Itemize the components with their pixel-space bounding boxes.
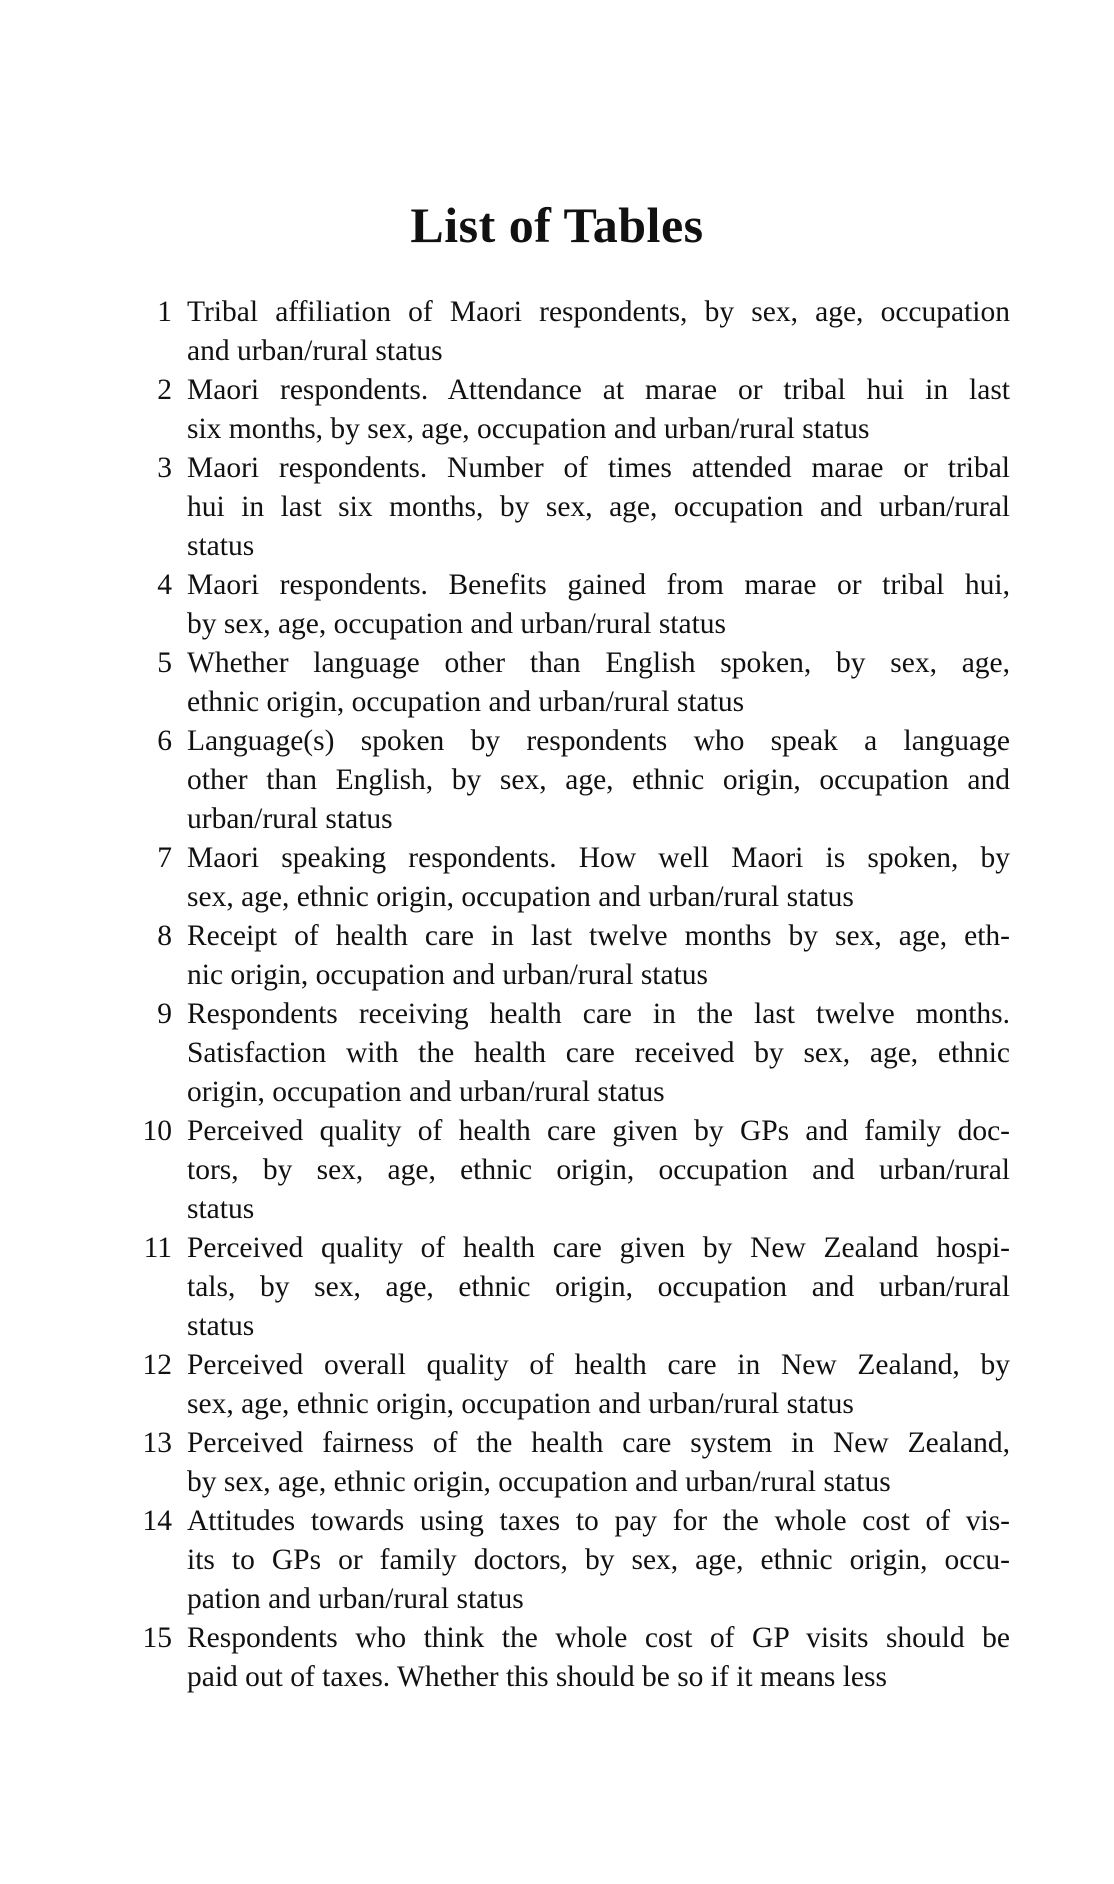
table-caption bbox=[187, 1424, 1010, 1502]
table-number: 13 bbox=[142, 1427, 172, 1459]
table-caption-line: Maori respondents. Number of times attended marae or tribal bbox=[187, 452, 1010, 484]
table-number: 4 bbox=[157, 569, 172, 601]
table-caption bbox=[187, 1346, 1010, 1424]
table-caption-line: Satisfaction with the health care received by sex, age, ethnic bbox=[187, 1037, 1010, 1069]
table-number: 14 bbox=[142, 1505, 172, 1537]
table-list-entry bbox=[126, 1424, 1026, 1502]
table-caption-line: tors, by sex, age, ethnic origin, occupation and urban/rural bbox=[187, 1154, 1010, 1186]
table-list-entry bbox=[126, 1619, 1026, 1697]
table-caption-line: six months, by sex, age, occupation and urban/rural status bbox=[187, 413, 870, 445]
table-caption bbox=[187, 449, 1010, 566]
table-caption-line: paid out of taxes. Whether this should be so if it means less bbox=[187, 1661, 887, 1693]
table-number: 9 bbox=[157, 998, 172, 1030]
table-caption-line: Maori speaking respondents. How well Maori is spoken, by bbox=[187, 842, 1010, 874]
table-caption-line: hui in last six months, by sex, age, occupation and urban/rural bbox=[187, 491, 1010, 523]
table-caption-line: urban/rural status bbox=[187, 803, 393, 835]
table-list-entry bbox=[126, 839, 1026, 917]
table-caption-line: nic origin, occupation and urban/rural status bbox=[187, 959, 709, 991]
table-caption bbox=[187, 1229, 1010, 1346]
table-number: 6 bbox=[157, 725, 172, 757]
table-caption-line: origin, occupation and urban/rural status bbox=[187, 1076, 665, 1108]
table-number: 15 bbox=[142, 1622, 172, 1654]
table-caption-line: Whether language other than English spoken, by sex, age, bbox=[187, 647, 1010, 679]
table-number: 5 bbox=[157, 647, 172, 679]
table-caption-line: by sex, age, ethnic origin, occupation and urban/rural status bbox=[187, 1466, 891, 1498]
table-caption-line: Perceived quality of health care given by GPs and family doc- bbox=[187, 1115, 1010, 1147]
table-number: 11 bbox=[143, 1232, 172, 1264]
table-caption bbox=[187, 839, 1010, 917]
table-caption-line: status bbox=[187, 1193, 255, 1225]
table-caption-line: Perceived fairness of the health care system in New Zealand, bbox=[187, 1427, 1010, 1459]
table-number: 3 bbox=[157, 452, 172, 484]
table-caption-line: Maori respondents. Benefits gained from marae or tribal hui, bbox=[187, 569, 1010, 601]
table-list-entry bbox=[126, 1112, 1026, 1229]
table-number: 10 bbox=[142, 1115, 172, 1147]
table-list-entry bbox=[126, 293, 1026, 371]
table-list-entry bbox=[126, 917, 1026, 995]
table-list-entry bbox=[126, 449, 1026, 566]
table-number: 2 bbox=[157, 374, 172, 406]
table-caption-line: status bbox=[187, 530, 255, 562]
table-list-entry bbox=[126, 995, 1026, 1112]
table-list-entry bbox=[126, 644, 1026, 722]
table-caption-line: and urban/rural status bbox=[187, 335, 443, 367]
table-caption bbox=[187, 917, 1010, 995]
table-list-entry bbox=[126, 371, 1026, 449]
table-caption-line: Language(s) spoken by respondents who speak a language bbox=[187, 725, 1010, 757]
table-caption bbox=[187, 1619, 1010, 1697]
table-caption-line: ethnic origin, occupation and urban/rural status bbox=[187, 686, 745, 718]
table-number: 7 bbox=[157, 842, 172, 874]
table-number: 12 bbox=[142, 1349, 172, 1381]
table-caption-line: status bbox=[187, 1310, 255, 1342]
table-caption-line: Respondents who think the whole cost of GP visits should be bbox=[187, 1622, 1010, 1654]
table-caption-line: Perceived quality of health care given by New Zealand hospi- bbox=[187, 1232, 1010, 1264]
table-number: 8 bbox=[157, 920, 172, 952]
table-caption-line: sex, age, ethnic origin, occupation and urban/rural status bbox=[187, 1388, 854, 1420]
table-caption-line: Tribal affiliation of Maori respondents, by sex, age, occupation bbox=[187, 296, 1010, 328]
table-caption bbox=[187, 722, 1010, 839]
table-list-entry bbox=[126, 1502, 1026, 1619]
table-caption bbox=[187, 566, 1010, 644]
table-caption-line: Attitudes towards using taxes to pay for the whole cost of vis- bbox=[187, 1505, 1010, 1537]
table-caption bbox=[187, 995, 1010, 1112]
table-caption-line: by sex, age, occupation and urban/rural status bbox=[187, 608, 727, 640]
table-caption-line: its to GPs or family doctors, by sex, age, ethnic origin, occu- bbox=[187, 1544, 1010, 1576]
table-list-entry bbox=[126, 722, 1026, 839]
table-caption-line: tals, by sex, age, ethnic origin, occupation and urban/rural bbox=[187, 1271, 1010, 1303]
table-list-entry bbox=[126, 1346, 1026, 1424]
table-caption bbox=[187, 293, 1010, 371]
table-caption-line: sex, age, ethnic origin, occupation and urban/rural status bbox=[187, 881, 854, 913]
table-list bbox=[126, 293, 1026, 1697]
table-caption bbox=[187, 371, 1010, 449]
table-caption bbox=[187, 1502, 1010, 1619]
table-list-entry bbox=[126, 1229, 1026, 1346]
table-number: 1 bbox=[157, 296, 172, 328]
table-caption-line: Receipt of health care in last twelve months by sex, age, eth- bbox=[187, 920, 1010, 952]
page-title: List of Tables bbox=[410, 196, 704, 253]
table-caption bbox=[187, 644, 1010, 722]
table-caption-line: other than English, by sex, age, ethnic origin, occupation and bbox=[187, 764, 1010, 796]
table-caption-line: Maori respondents. Attendance at marae or tribal hui in last bbox=[187, 374, 1010, 406]
table-caption bbox=[187, 1112, 1010, 1229]
table-caption-line: Respondents receiving health care in the last twelve months. bbox=[187, 998, 1010, 1030]
table-caption-line: pation and urban/rural status bbox=[187, 1583, 524, 1615]
table-list-entry bbox=[126, 566, 1026, 644]
table-caption-line: Perceived overall quality of health care in New Zealand, by bbox=[187, 1349, 1010, 1381]
